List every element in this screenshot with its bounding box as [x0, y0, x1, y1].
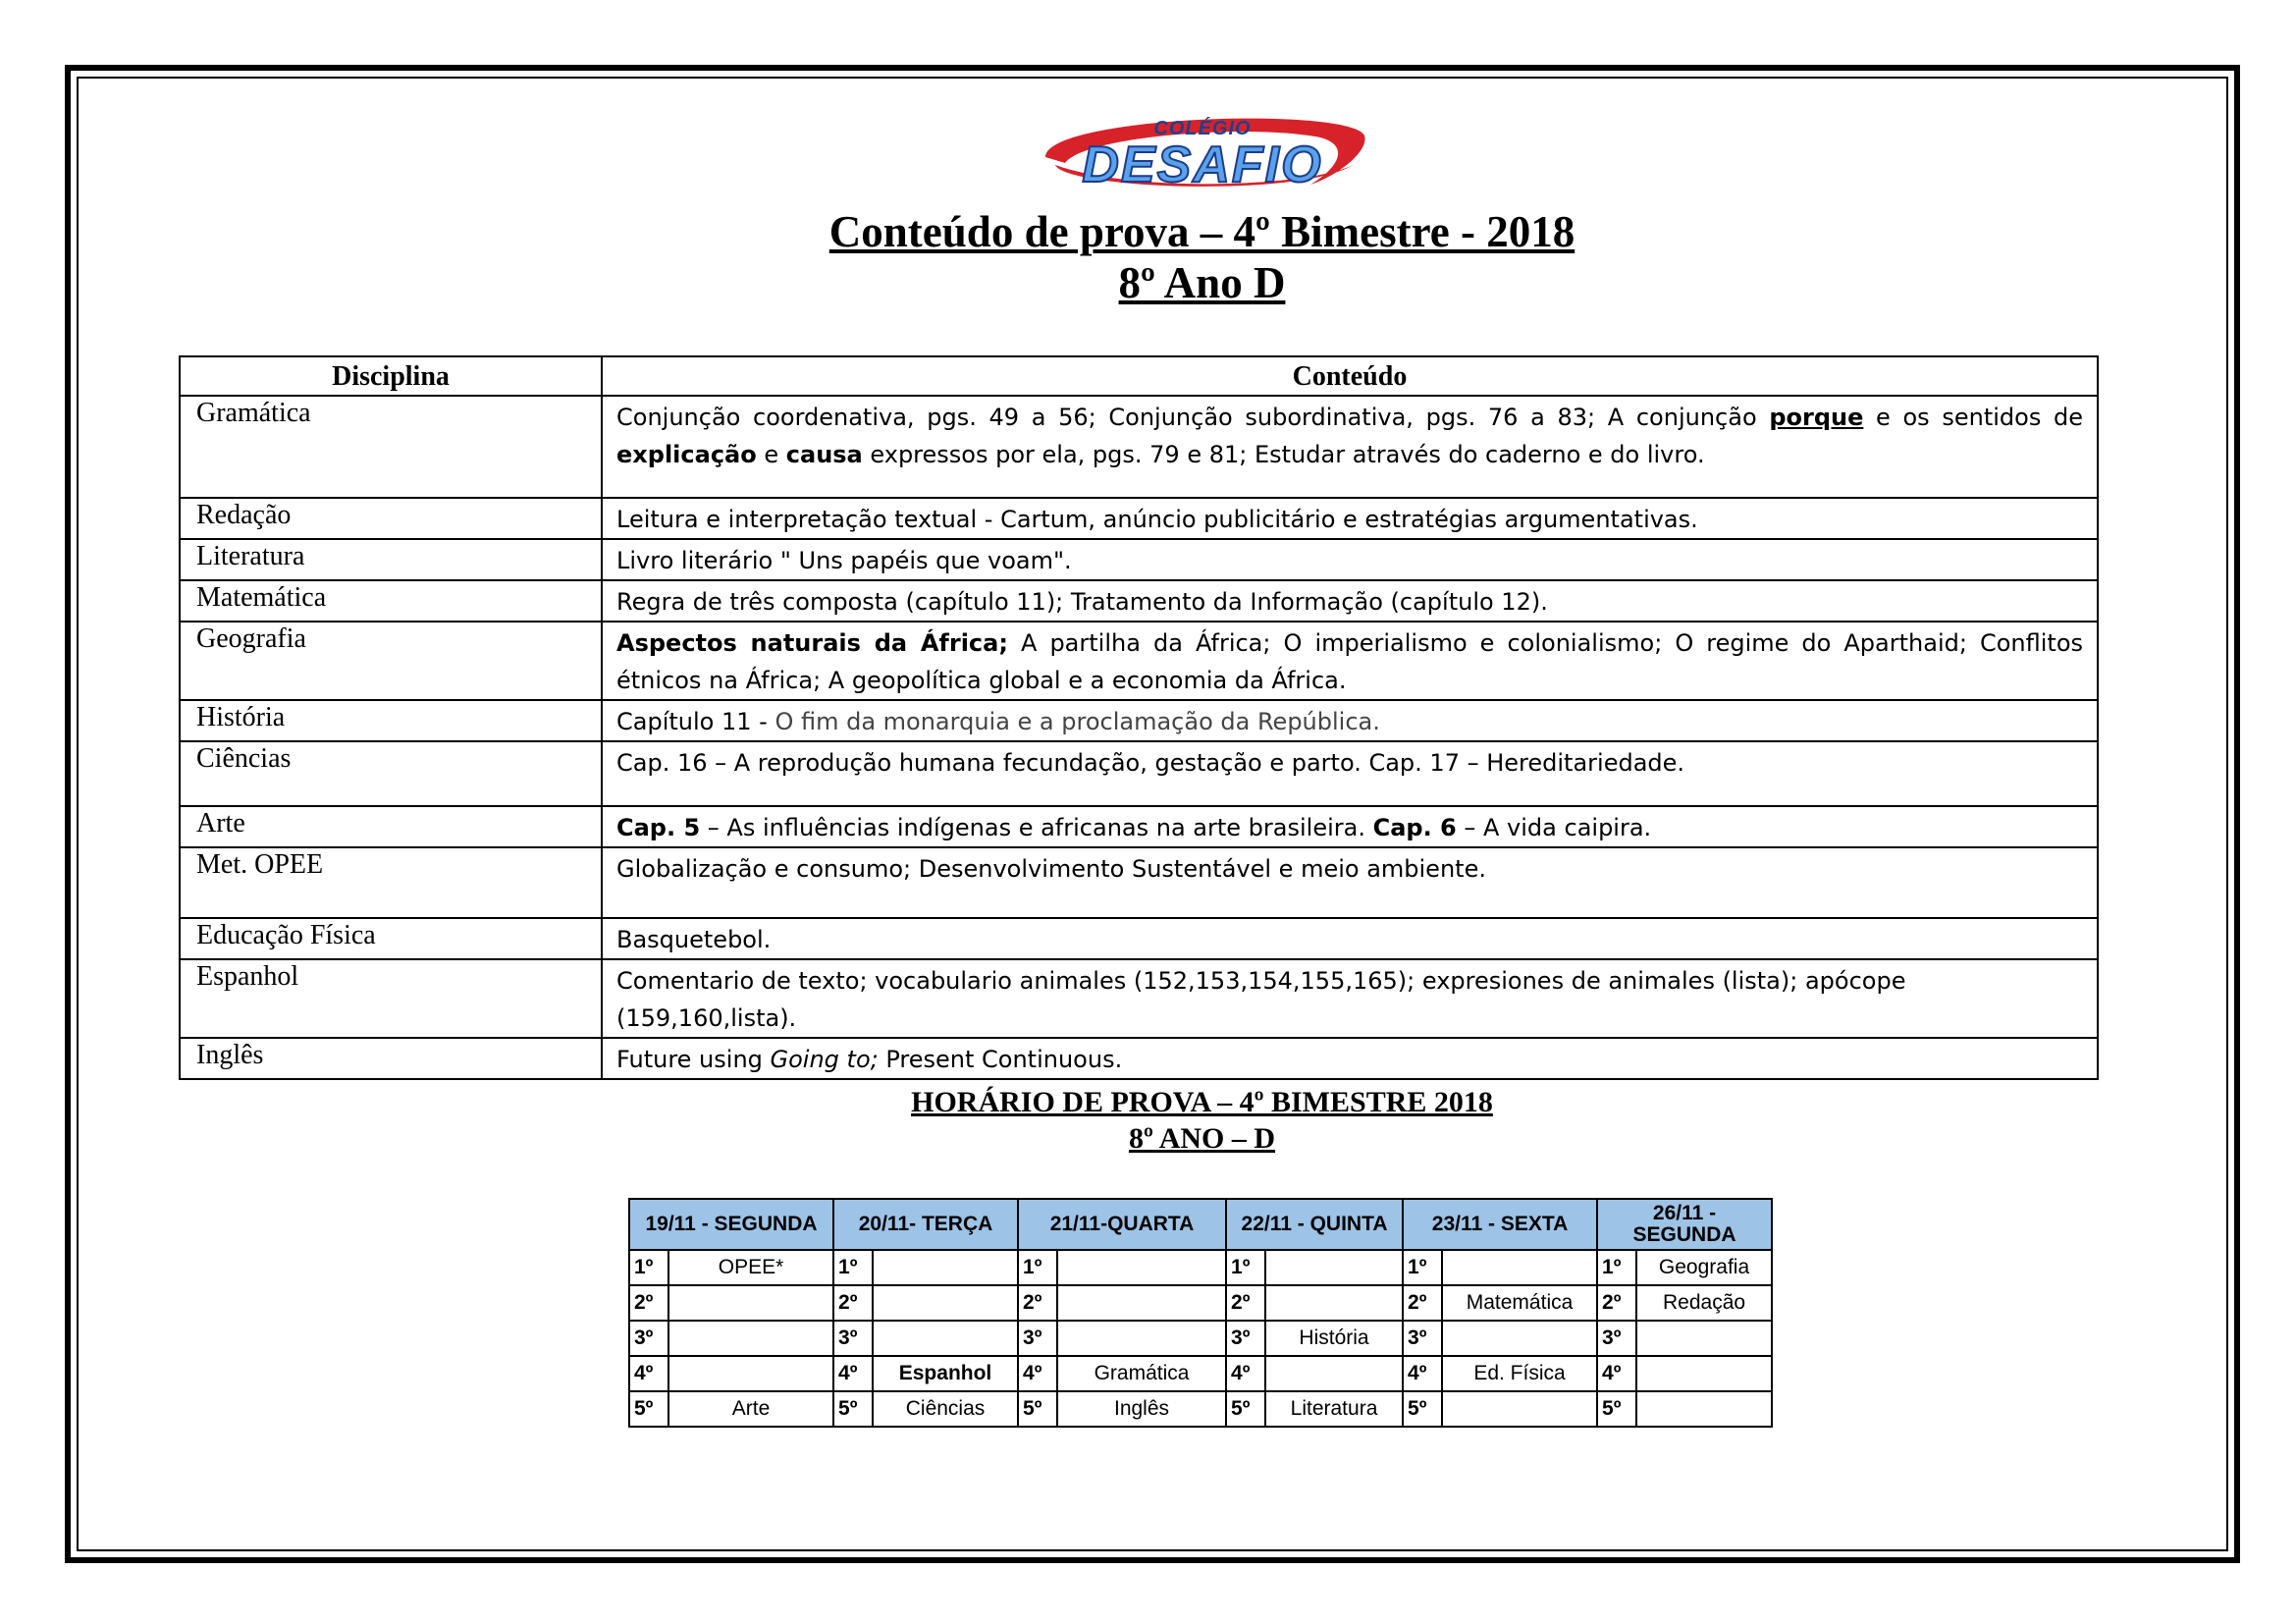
content-table [179, 355, 2099, 1080]
schedule-subtitle: 8º ANO – D [1128, 1122, 1276, 1155]
content-text: Conjunção coordenativa, pgs. 49 a 56; Conjunção subordinativa, pgs. 76 a 83; A conjunção [616, 404, 1770, 431]
exam-subject-cell [1636, 1391, 1772, 1427]
exam-subject-cell: Geografia [1636, 1250, 1772, 1285]
content-row [180, 622, 2098, 700]
content-row [180, 539, 2098, 580]
content-cell [602, 498, 2098, 539]
exam-subject-cell [1265, 1250, 1403, 1285]
page-subtitle: 8º Ano D [1118, 258, 1286, 307]
content-text: A partilha da África; O imperialismo e colonialismo; O regime do Aparthaid; Conflitos étnicos na África; A geopolítica global e a economia da África. [616, 629, 2084, 694]
schedule-title: HORÁRIO DE PROVA – 4º BIMESTRE 2018 [911, 1086, 1493, 1118]
subject-cell: Educação Física [180, 918, 602, 959]
content-text: Cap. 6 [1372, 814, 1457, 841]
day-header: 19/11 - SEGUNDA [629, 1199, 833, 1250]
exam-subject-cell: Espanhol [873, 1356, 1018, 1391]
period-label: 5º [1018, 1391, 1057, 1427]
content-text: causa [785, 441, 863, 468]
content-text: O fim da monarquia e a proclamação da República. [774, 708, 1380, 735]
subject-cell: Literatura [180, 539, 602, 580]
content-row [180, 847, 2098, 918]
subject-cell: Gramática [180, 396, 602, 498]
content-cell [602, 847, 2098, 918]
exam-subject-cell: Gramática [1057, 1356, 1226, 1391]
exam-subject-cell: OPEE* [668, 1250, 833, 1285]
exam-subject-cell: Ed. Física [1442, 1356, 1597, 1391]
exam-subject-cell [1442, 1391, 1597, 1427]
content-text: Cap. 5 [616, 814, 701, 841]
subject-cell: Redação [180, 498, 602, 539]
period-label: 1º [833, 1250, 873, 1285]
exam-subject-cell [873, 1285, 1018, 1321]
period-label: 4º [1597, 1356, 1636, 1391]
subject-cell: Arte [180, 806, 602, 847]
content-row [180, 580, 2098, 622]
period-label: 2º [833, 1285, 873, 1321]
subject-cell: História [180, 700, 602, 741]
content-cell [602, 1038, 2098, 1079]
day-header: 20/11- TERÇA [833, 1199, 1018, 1250]
period-label: 2º [1597, 1285, 1636, 1321]
period-label: 4º [1018, 1356, 1057, 1391]
content-cell [602, 700, 2098, 741]
period-label: 1º [1597, 1250, 1636, 1285]
exam-subject-cell: Inglês [1057, 1391, 1226, 1427]
content-row [180, 498, 2098, 539]
exam-subject-cell [1057, 1321, 1226, 1356]
schedule-header-row [629, 1199, 1772, 1250]
exam-subject-cell: Matemática [1442, 1285, 1597, 1321]
schedule-row [629, 1321, 1772, 1356]
content-cell [602, 539, 2098, 580]
exam-subject-cell [1265, 1356, 1403, 1391]
exam-subject-cell: Ciências [873, 1391, 1018, 1427]
exam-subject-cell [1057, 1250, 1226, 1285]
exam-subject-cell [873, 1250, 1018, 1285]
subject-cell: Matemática [180, 580, 602, 622]
period-label: 5º [629, 1391, 668, 1427]
day-header: 26/11 - SEGUNDA [1597, 1199, 1772, 1250]
period-label: 2º [1018, 1285, 1057, 1321]
page-title: Conteúdo de prova – 4º Bimestre - 2018 [828, 207, 1575, 256]
period-label: 4º [629, 1356, 668, 1391]
period-label: 1º [1403, 1250, 1442, 1285]
content-text: Globalização e consumo; Desenvolvimento Sustentável e meio ambiente. [616, 855, 1486, 883]
content-text: Livro literário " Uns papéis que voam". [616, 547, 1072, 574]
content-text: explicação [616, 441, 757, 468]
content-text: Present Continuous. [878, 1046, 1123, 1073]
period-label: 3º [629, 1321, 668, 1356]
period-label: 5º [1597, 1391, 1636, 1427]
period-label: 3º [1226, 1321, 1265, 1356]
content-text: Comentario de texto; vocabulario animales (152,153,154,155,165); expresiones de animales (lista); apócope (159,160,lista). [616, 967, 1906, 1032]
exam-subject-cell: História [1265, 1321, 1403, 1356]
period-label: 2º [1403, 1285, 1442, 1321]
exam-subject-cell: Arte [668, 1391, 833, 1427]
subject-cell: Geografia [180, 622, 602, 700]
content-text: – As influências indígenas e africanas na arte brasileira. [700, 814, 1373, 841]
logo-line2: DESAFIO [1082, 136, 1323, 193]
content-cell [602, 580, 2098, 622]
content-text: – A vida caipira. [1456, 814, 1652, 841]
exam-subject-cell [1265, 1285, 1403, 1321]
period-label: 5º [1226, 1391, 1265, 1427]
subject-cell: Espanhol [180, 959, 602, 1038]
day-header: 21/11-QUARTA [1018, 1199, 1226, 1250]
content-text: Regra de três composta (capítulo 11); Tratamento da Informação (capítulo 12). [616, 588, 1548, 616]
content-text: e [756, 441, 786, 468]
schedule-table [628, 1198, 1773, 1428]
period-label: 1º [629, 1250, 668, 1285]
content-row [180, 806, 2098, 847]
content-row [180, 918, 2098, 959]
header-conteudo: Conteúdo [602, 356, 2098, 396]
period-label: 3º [1403, 1321, 1442, 1356]
period-label: 3º [833, 1321, 873, 1356]
period-label: 3º [1018, 1321, 1057, 1356]
schedule-row [629, 1250, 1772, 1285]
period-label: 5º [1403, 1391, 1442, 1427]
period-label: 5º [833, 1391, 873, 1427]
subject-cell: Met. OPEE [180, 847, 602, 918]
content-row [180, 1038, 2098, 1079]
period-label: 4º [1226, 1356, 1265, 1391]
content-text: Capítulo 11 - [616, 708, 775, 735]
content-cell [602, 806, 2098, 847]
content-cell [602, 396, 2098, 498]
period-label: 1º [1018, 1250, 1057, 1285]
subject-cell: Ciências [180, 741, 602, 806]
exam-subject-cell [1057, 1285, 1226, 1321]
content-cell [602, 959, 2098, 1038]
period-label: 1º [1226, 1250, 1265, 1285]
content-row [180, 396, 2098, 498]
content-text: Basquetebol. [616, 926, 772, 953]
exam-subject-cell [1442, 1321, 1597, 1356]
day-header: 23/11 - SEXTA [1403, 1199, 1597, 1250]
content-text: Cap. 16 – A reprodução humana fecundação, gestação e parto. Cap. 17 – Hereditariedade. [616, 749, 1685, 777]
content-cell [602, 622, 2098, 700]
content-row [180, 700, 2098, 741]
logo-line1: COLÉGIO [1153, 118, 1252, 139]
content-text: Aspectos naturais da África; [616, 629, 1008, 657]
exam-subject-cell: Literatura [1265, 1391, 1403, 1427]
content-text: e os sentidos de [1863, 404, 2083, 431]
content-text: Future using [616, 1046, 771, 1073]
period-label: 4º [1403, 1356, 1442, 1391]
exam-subject-cell [668, 1321, 833, 1356]
exam-subject-cell [1636, 1356, 1772, 1391]
content-row [180, 741, 2098, 806]
exam-subject-cell [668, 1356, 833, 1391]
schedule-row [629, 1285, 1772, 1321]
period-label: 3º [1597, 1321, 1636, 1356]
exam-subject-cell: Redação [1636, 1285, 1772, 1321]
content-row [180, 959, 2098, 1038]
content-text: expressos por ela, pgs. 79 e 81; Estudar através do caderno e do livro. [862, 441, 1705, 468]
day-header: 22/11 - QUINTA [1226, 1199, 1403, 1250]
content-table-header [180, 356, 2098, 396]
schedule-row [629, 1356, 1772, 1391]
period-label: 2º [629, 1285, 668, 1321]
exam-subject-cell [1442, 1250, 1597, 1285]
content-text: porque [1769, 404, 1864, 431]
content-cell [602, 741, 2098, 806]
period-label: 4º [833, 1356, 873, 1391]
content-text: Leitura e interpretação textual - Cartum, anúncio publicitário e estratégias argumentativas. [616, 506, 1698, 533]
school-logo [1026, 106, 1379, 204]
content-text: Going to; [770, 1046, 879, 1073]
subject-cell: Inglês [180, 1038, 602, 1079]
content-cell [602, 918, 2098, 959]
exam-subject-cell [1636, 1321, 1772, 1356]
header-disciplina: Disciplina [180, 356, 602, 396]
schedule-row [629, 1391, 1772, 1427]
exam-subject-cell [873, 1321, 1018, 1356]
period-label: 2º [1226, 1285, 1265, 1321]
exam-subject-cell [668, 1285, 833, 1321]
